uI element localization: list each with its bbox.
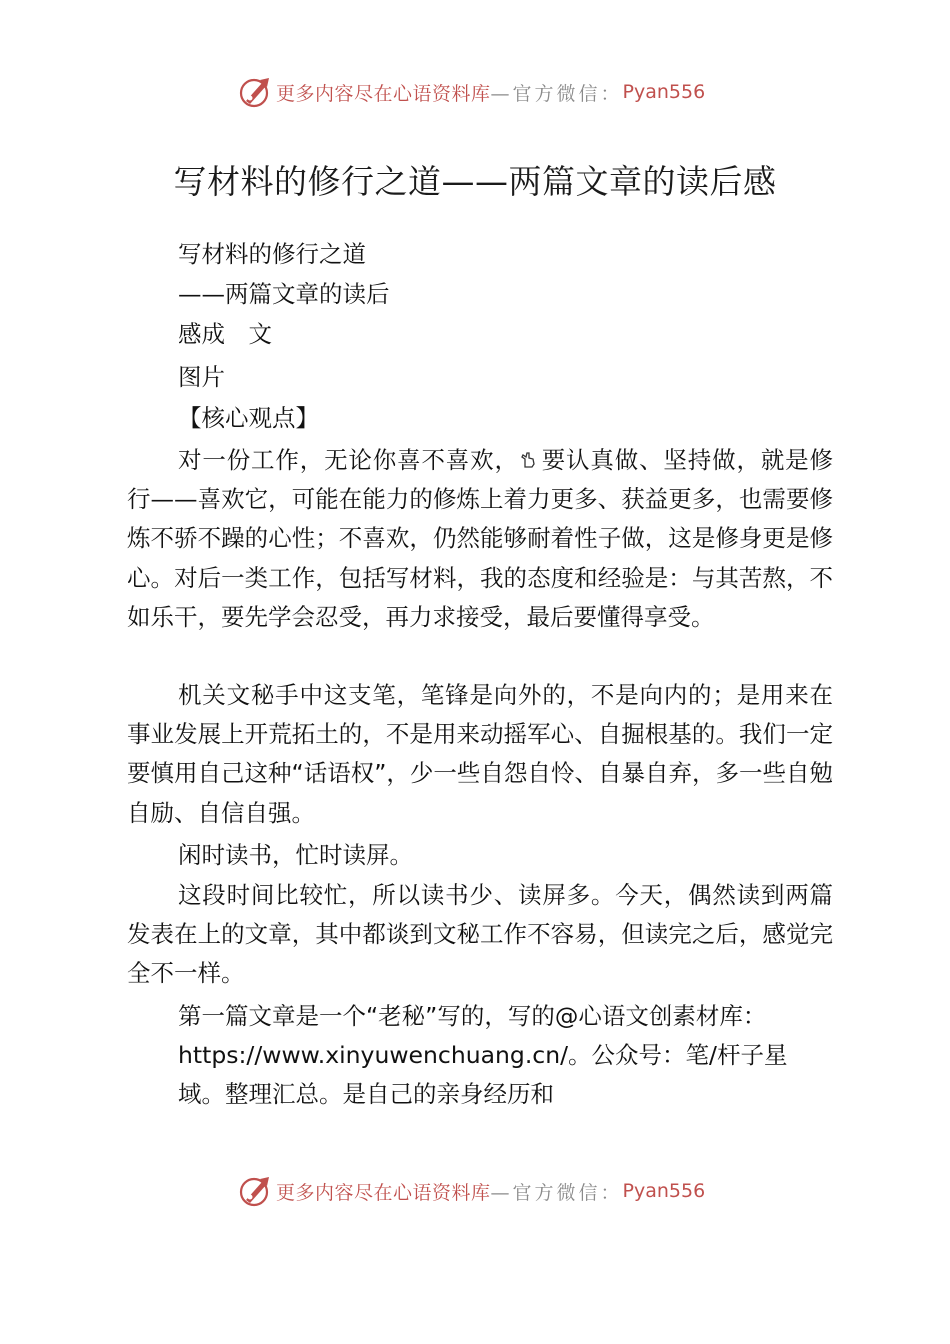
banner-official-text: —官方微信： [490,82,623,105]
footer-official-text: —官方微信： [490,1181,623,1204]
pen-logo-icon [238,75,272,109]
paragraph-5-line-1: 第一篇文章是一个“老秘”写的，写的@心语文创素材库： [178,1002,767,1030]
paragraph-5-line-3: 域。整理汇总。是自己的亲身经历和 [178,1080,554,1108]
footer-banner [238,1171,705,1211]
subtitle-line-2: ——两篇文章的读后 [178,280,390,308]
paragraph-5-line-2-rest: 。公众号：笔/杆子星 [568,1041,788,1069]
author-line: 感成 文 [178,320,272,348]
header-banner [238,72,705,112]
image-label: 图片 [178,363,225,391]
paragraph-4: 这段时间比较忙，所以读书少、读屏多。今天，偶然读到两篇发表在上的文章，其中都谈到文秘工作不容易，但读完之后，感觉完全不一样。 [127,881,833,988]
banner-main-text: 更多内容尽在心语资料库 [276,82,491,105]
hand-pointer-icon [519,450,539,470]
paragraph-1-start: 对一份工作，无论你喜不喜欢， [178,446,519,474]
core-heading: 【核心观点】 [178,404,319,432]
paragraph-2: 机关文秘手中这支笔，笔锋是向外的，不是向内的；是用来在事业发展上开荒拓土的，不是用来动摇军心、自掘根基的。我们一定要慎用自己这种“话语权”，少一些自怨自怜、自暴自弃，多一些自勉自励、自信自强。 [127,681,833,827]
paragraph-5-line-2 [178,1039,787,1071]
footer-wechat-id: Pyan556 [622,1180,706,1202]
paragraph-1 [127,441,833,637]
paragraph-3: 闲时读书，忙时读屏。 [178,841,413,869]
pen-logo-icon [238,1174,272,1208]
footer-main-text: 更多内容尽在心语资料库 [276,1181,491,1204]
banner-wechat-id: Pyan556 [622,81,706,103]
source-url: https://www.xinyuwenchuang.cn/ [178,1041,569,1069]
page-title: 写材料的修行之道——两篇文章的读后感 [173,162,777,201]
subtitle-line-1: 写材料的修行之道 [178,240,366,268]
paragraph-1-rest: 要认真做、坚持做，就是修行——喜欢它，可能在能力的修炼上着力更多、获益更多，也需要修炼不骄不躁的心性；不喜欢，仍然能够耐着性子做，这是修身更是修心。对后一类工作，包括写材料，我的态度和经验是：与其苦熬，不如乐干，要先学会忍受，再力求接受，最后要懂得享受。 [127,446,834,631]
